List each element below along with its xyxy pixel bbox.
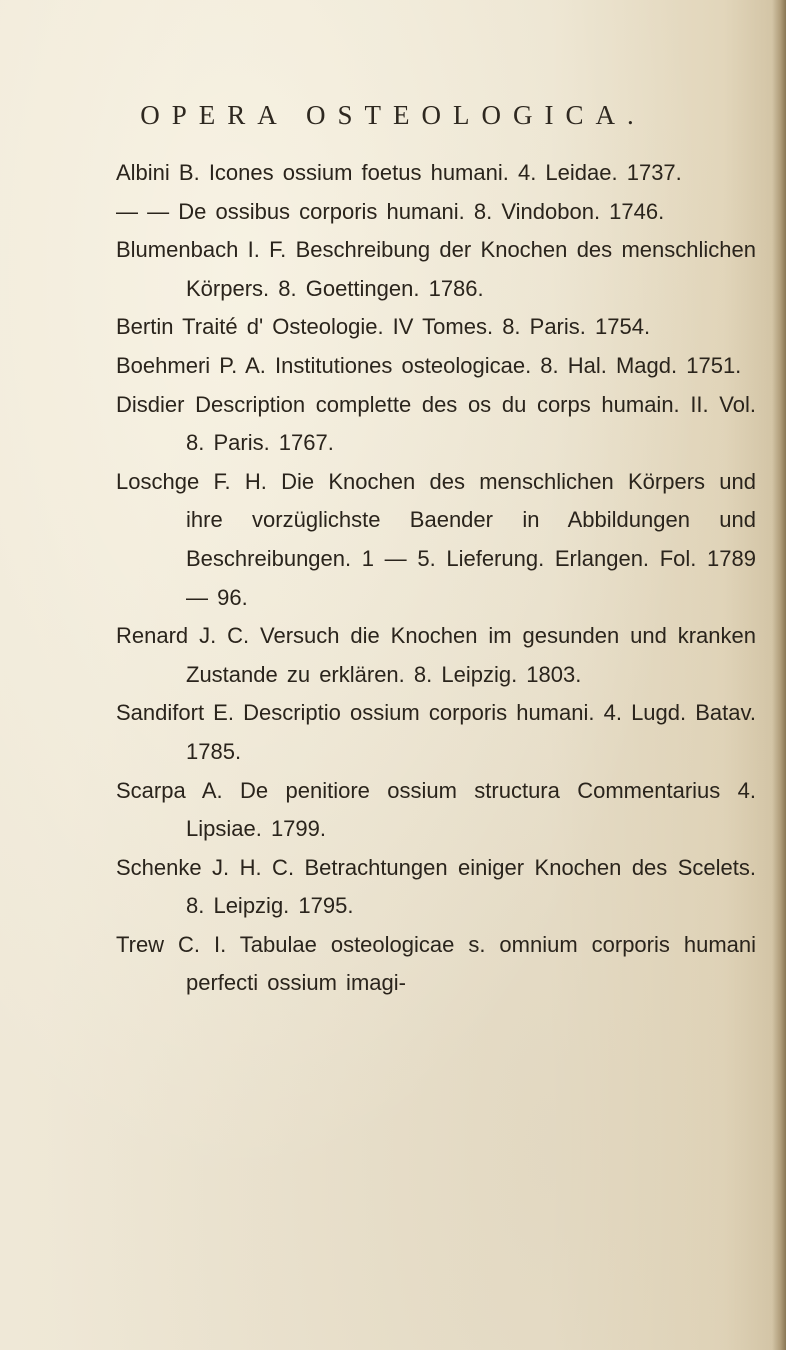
entry-schenke: Schenke J. H. C. Betrachtungen einiger Knochen des Scelets. 8. Leipzig. 1795. <box>116 854 756 919</box>
page-title: OPERA OSTEOLOGICA. <box>140 100 646 130</box>
entry-loschge: Loschge F. H. Die Knochen des menschlichen Körpers und ihre vorzüglichste Baender in Abbildungen und Beschreibungen. 1 — 5. Lieferung. Erlangen. Fol. 1789 — 96. <box>116 468 756 610</box>
entry-bertin: Bertin Traité d' Osteologie. IV Tomes. 8. Paris. 1754. <box>116 314 651 340</box>
entry-scarpa: Scarpa A. De penitiore ossium structura Commentarius 4. Lipsiae. 1799. <box>116 777 756 842</box>
entry-sandifort: Sandifort E. Descriptio ossium corporis humani. 4. Lugd. Batav. 1785. <box>116 700 756 764</box>
entry-trew: Trew C. I. Tabulae osteologicae s. omnium corporis humani perfecti ossium imagi- <box>116 931 756 996</box>
entry-boehmeri: Boehmeri P. A. Institutiones osteologicae. 8. Hal. Magd. 1751. <box>116 352 742 378</box>
entry-albini-de-ossibus: — — De ossibus corporis humani. 8. Vindobon. 1746. <box>116 198 665 224</box>
entry-renard: Renard J. C. Versuch die Knochen im gesunden und kranken Zustande zu erklären. 8. Leipzig. 1803. <box>116 623 756 687</box>
bibliography-list <box>116 154 756 1003</box>
entry-blumenbach: Blumenbach I. F. Beschreibung der Knochen des menschlichen Körpers. 8. Goettingen. 1786. <box>116 237 756 301</box>
entry-albini-icones: Albini B. Icones ossium foetus humani. 4. Leidae. 1737. <box>116 160 682 185</box>
page-edge-shadow <box>772 0 786 1350</box>
entry-disdier: Disdier Description complette des os du corps humain. II. Vol. 8. Paris. 1767. <box>116 391 756 456</box>
